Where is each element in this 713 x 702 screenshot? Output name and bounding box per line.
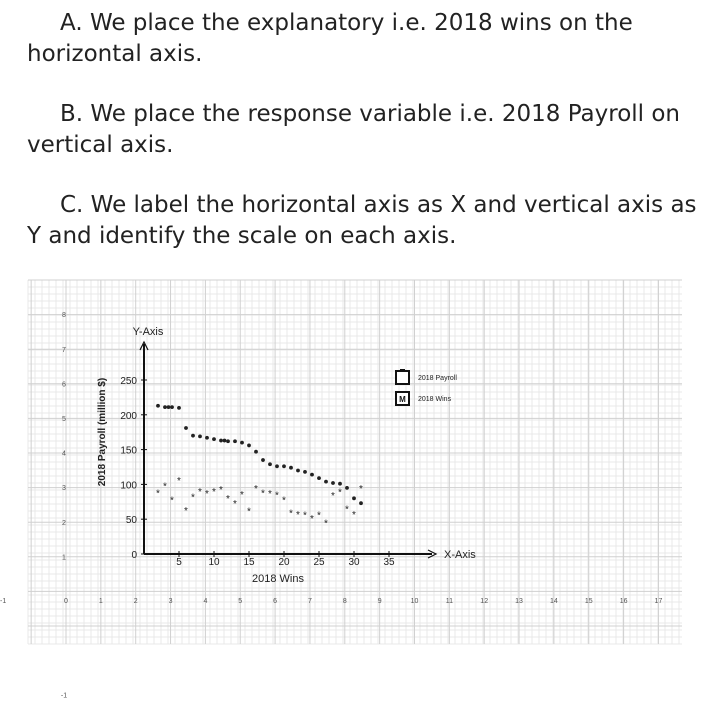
wins-point: * — [317, 510, 321, 522]
grid-x-label: 8 — [342, 598, 347, 605]
payroll-point — [282, 464, 286, 468]
wins-point: * — [261, 488, 265, 500]
y-tick-label: 0 — [131, 550, 137, 561]
wins-point: * — [191, 492, 195, 504]
wins-point: * — [338, 487, 342, 499]
payroll-point — [226, 439, 230, 443]
grid-x-label: 10 — [410, 598, 419, 605]
wins-point: * — [233, 498, 237, 510]
payroll-point — [303, 470, 307, 474]
legend-swatch-tab — [400, 369, 405, 372]
wins-point: * — [184, 505, 188, 517]
grid-x-label: 3 — [168, 598, 173, 605]
grid-y-label: 7 — [62, 346, 66, 354]
x-tick-label: 30 — [348, 557, 360, 568]
payroll-point — [254, 450, 258, 454]
payroll-point — [184, 426, 188, 430]
payroll-point — [289, 466, 293, 470]
wins-point: * — [212, 486, 216, 498]
instruction-b — [27, 99, 697, 161]
payroll-point — [223, 439, 227, 443]
wins-point: * — [226, 493, 230, 505]
payroll-point — [324, 480, 328, 484]
wins-point: * — [240, 489, 244, 501]
payroll-point — [317, 476, 321, 480]
grid-y-label: 2 — [62, 519, 66, 527]
x-tick-label: 10 — [208, 557, 220, 568]
y-tick-label: 50 — [125, 515, 137, 527]
instruction-a — [27, 8, 697, 70]
payroll-point — [177, 406, 181, 410]
wins-point: * — [254, 484, 258, 496]
wins-point: * — [352, 509, 356, 521]
payroll-point — [156, 404, 160, 408]
x-tick-label: 25 — [313, 557, 325, 568]
payroll-point — [345, 486, 349, 490]
grid-x-label: 15 — [584, 598, 593, 605]
grid-y-label: 1 — [62, 554, 66, 562]
grid-x-label: 12 — [480, 598, 489, 605]
payroll-point — [331, 481, 335, 485]
grid-x-label: 5 — [238, 598, 243, 605]
wins-point: * — [268, 489, 272, 501]
wins-point: * — [275, 490, 279, 502]
wins-point: * — [282, 495, 286, 507]
grid-x-label: 6 — [273, 598, 278, 605]
payroll-point — [240, 441, 244, 445]
wins-point: * — [324, 518, 328, 530]
legend-label: 2018 Wins — [418, 396, 452, 403]
grid-y-label: 5 — [62, 416, 66, 423]
payroll-point — [359, 501, 363, 505]
grid-x-label: 16 — [619, 598, 628, 605]
background-grid-labels — [0, 312, 662, 699]
wins-point: * — [345, 504, 349, 516]
grid-x-label: 4 — [203, 598, 208, 605]
wins-point: * — [289, 508, 293, 520]
wins-point: * — [156, 488, 160, 500]
grid-x-label: 13 — [515, 598, 523, 605]
grid-x-label: 14 — [550, 598, 558, 605]
payroll-point — [261, 458, 265, 462]
payroll-point — [296, 469, 300, 473]
payroll-point — [167, 405, 171, 409]
grid-x-label: 7 — [307, 598, 312, 605]
y-tick-label: 100 — [120, 480, 137, 492]
payroll-point — [268, 462, 272, 466]
x-tick-label: 35 — [383, 557, 395, 568]
payroll-point — [275, 464, 279, 468]
grid-y-label: 4 — [62, 450, 66, 458]
payroll-point — [198, 434, 202, 438]
wins-point: * — [198, 486, 202, 498]
grid-x-label: 0 — [64, 598, 68, 605]
instruction-c — [27, 190, 697, 252]
grid-x-label: 11 — [445, 598, 453, 605]
grid-x-label: 1 — [98, 598, 103, 605]
y-tick-label: 250 — [120, 376, 137, 387]
legend-swatch — [396, 371, 409, 384]
background-grid — [28, 280, 682, 644]
instruction-b-text: B. We place the response variable i.e. 2018 Payroll on vertical axis. — [27, 101, 681, 158]
legend-swatch-glyph: M — [399, 395, 406, 404]
grid-y-label: 3 — [62, 485, 66, 493]
payroll-point — [338, 482, 342, 486]
wins-point: * — [205, 489, 209, 501]
payroll-point — [212, 437, 216, 441]
x-tick-label: 20 — [278, 557, 290, 568]
payroll-point — [205, 436, 209, 440]
payroll-point — [191, 434, 195, 438]
instruction-c-text: C. We label the horizontal axis as X and vertical axis as Y and identify the scale on each axis. — [27, 192, 697, 249]
payroll-point — [233, 439, 237, 443]
grid-x-label: 17 — [654, 598, 663, 605]
grid-x-label: 9 — [377, 598, 382, 605]
grid-x-label: 2 — [133, 598, 138, 605]
wins-point: * — [296, 509, 300, 521]
wins-point: * — [163, 481, 167, 493]
payroll-point — [310, 473, 314, 477]
payroll-point — [352, 496, 356, 500]
legend-label: 2018 Payroll — [418, 375, 457, 382]
y-tick-label: 200 — [120, 410, 137, 422]
grid-y-label: -1 — [60, 692, 68, 700]
wins-point: * — [303, 510, 307, 522]
wins-point: * — [310, 514, 314, 526]
wins-point: * — [331, 491, 335, 503]
y-axis-label: 2018 Payroll (million $) — [97, 377, 108, 487]
x-tick-label: 15 — [243, 557, 255, 568]
payroll-point — [163, 405, 167, 409]
wins-point: * — [219, 484, 223, 496]
wins-point: * — [177, 475, 181, 487]
instruction-a-text: A. We place the explanatory i.e. 2018 wins on the horizontal axis. — [27, 10, 633, 67]
wins-point: * — [170, 495, 174, 507]
wins-point: * — [247, 506, 251, 518]
x-axis-label: 2018 Wins — [252, 573, 304, 585]
grid-x-label: -1 — [0, 598, 7, 605]
grid-y-label: 8 — [62, 312, 66, 320]
wins-point: * — [359, 484, 363, 496]
x-axis-name: X-Axis — [444, 549, 476, 561]
payroll-point — [170, 405, 174, 409]
grid-y-label: 6 — [62, 381, 66, 389]
payroll-point — [219, 439, 223, 443]
data-points — [156, 404, 363, 529]
y-tick-label: 150 — [120, 445, 137, 457]
scatter-chart — [0, 276, 713, 700]
y-axis-name: Y-Axis — [132, 326, 164, 338]
x-tick-label: 5 — [176, 557, 182, 568]
payroll-point — [247, 444, 251, 448]
